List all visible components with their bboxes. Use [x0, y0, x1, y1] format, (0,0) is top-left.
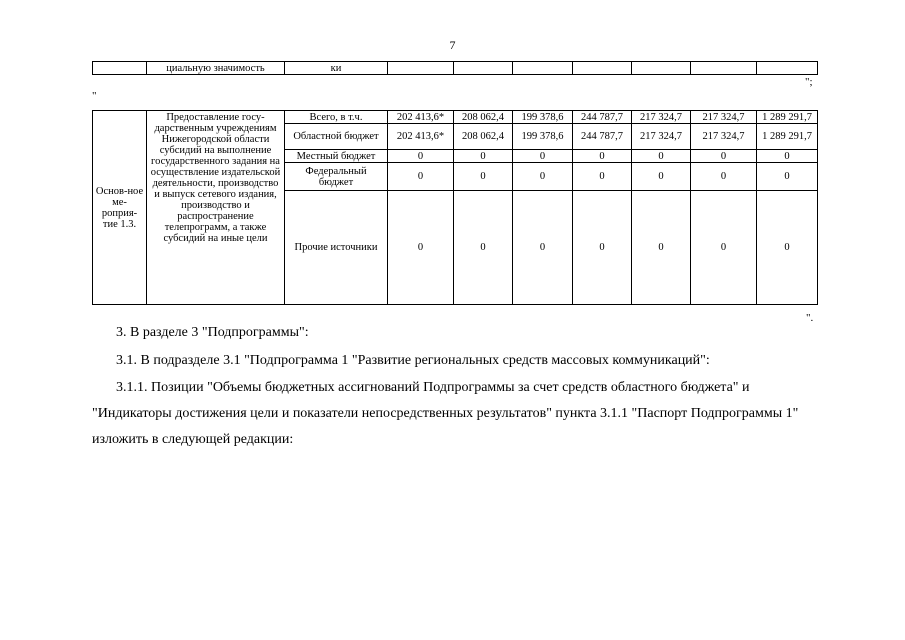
value-cell: 0: [757, 191, 818, 305]
value-cell: 0: [573, 191, 632, 305]
value-cell: 1 289 291,7: [757, 111, 818, 124]
empty-cell: [573, 62, 632, 75]
empty-cell: [691, 62, 757, 75]
source-cell: Федеральный бюджет: [285, 163, 388, 191]
value-cell: 0: [632, 150, 691, 163]
value-cell: 202 413,6*: [388, 111, 454, 124]
value-cell: 199 378,6: [513, 111, 573, 124]
paragraph: 3.1. В подразделе 3.1 "Подпрограмма 1 "Развитие региональных средств массовых коммуникаций":: [116, 353, 710, 368]
value-cell: 0: [573, 163, 632, 191]
empty-cell: [388, 62, 454, 75]
measure-table: [92, 110, 818, 305]
value-cell: 217 324,7: [691, 124, 757, 150]
empty-cell: [757, 62, 818, 75]
opening-quote: ": [92, 90, 97, 102]
value-cell: 199 378,6: [513, 124, 573, 150]
value-cell: 202 413,6*: [388, 124, 454, 150]
value-cell: 0: [632, 191, 691, 305]
value-cell: 0: [454, 191, 513, 305]
measure-label: Основ-ное ме-роприя-тие 1.3.: [93, 111, 147, 305]
source-cell: Прочие источники: [285, 191, 388, 305]
value-cell: 0: [513, 150, 573, 163]
value-cell: 0: [454, 150, 513, 163]
table-row: [93, 62, 818, 75]
empty-cell: [513, 62, 573, 75]
source-cell: Областной бюджет: [285, 124, 388, 150]
value-cell: 0: [757, 163, 818, 191]
source-cell: Всего, в т.ч.: [285, 111, 388, 124]
paragraph: 3.1.1. Позиции "Объемы бюджетных ассигнований Подпрограммы за счет средств областного бюджета" и "Индикаторы достижения цели и показатели непосредственных результатов" пункта 3.1.1 "Паспорт Подпрограммы 1" изложить в следующей редакции:: [92, 380, 799, 447]
value-cell: 244 787,7: [573, 124, 632, 150]
value-cell: 0: [513, 163, 573, 191]
empty-cell: [632, 62, 691, 75]
value-cell: 208 062,4: [454, 111, 513, 124]
table-row: [93, 111, 818, 124]
page-number: 7: [449, 38, 456, 52]
value-cell: 217 324,7: [632, 111, 691, 124]
value-cell: 0: [388, 191, 454, 305]
value-cell: 0: [757, 150, 818, 163]
value-cell: 0: [573, 150, 632, 163]
source-cell: Местный бюджет: [285, 150, 388, 163]
top-table-cell: циальную значимость: [147, 62, 285, 75]
value-cell: 0: [691, 163, 757, 191]
closing-quote: ".: [806, 312, 814, 324]
value-cell: 0: [691, 150, 757, 163]
top-table-fragment: [92, 61, 818, 75]
value-cell: 0: [454, 163, 513, 191]
empty-cell: [93, 62, 147, 75]
value-cell: 1 289 291,7: [757, 124, 818, 150]
value-cell: 0: [632, 163, 691, 191]
paragraph: 3. В разделе 3 "Подпрограммы":: [116, 325, 309, 340]
closing-quote: ";: [805, 76, 813, 88]
value-cell: 0: [513, 191, 573, 305]
value-cell: 217 324,7: [691, 111, 757, 124]
value-cell: 0: [388, 150, 454, 163]
value-cell: 0: [691, 191, 757, 305]
value-cell: 0: [388, 163, 454, 191]
value-cell: 208 062,4: [454, 124, 513, 150]
top-table-cell: ки: [285, 62, 388, 75]
value-cell: 244 787,7: [573, 111, 632, 124]
value-cell: 217 324,7: [632, 124, 691, 150]
empty-cell: [454, 62, 513, 75]
measure-description: Предоставление госу-дарственным учреждениям Нижегородской области субсидий на выполнение государственного задания на осуществление издательской деятельности, производство и выпуск сетевого издания, производство и распространение телепрограмм, а также субсидий на иные цели: [147, 111, 285, 305]
